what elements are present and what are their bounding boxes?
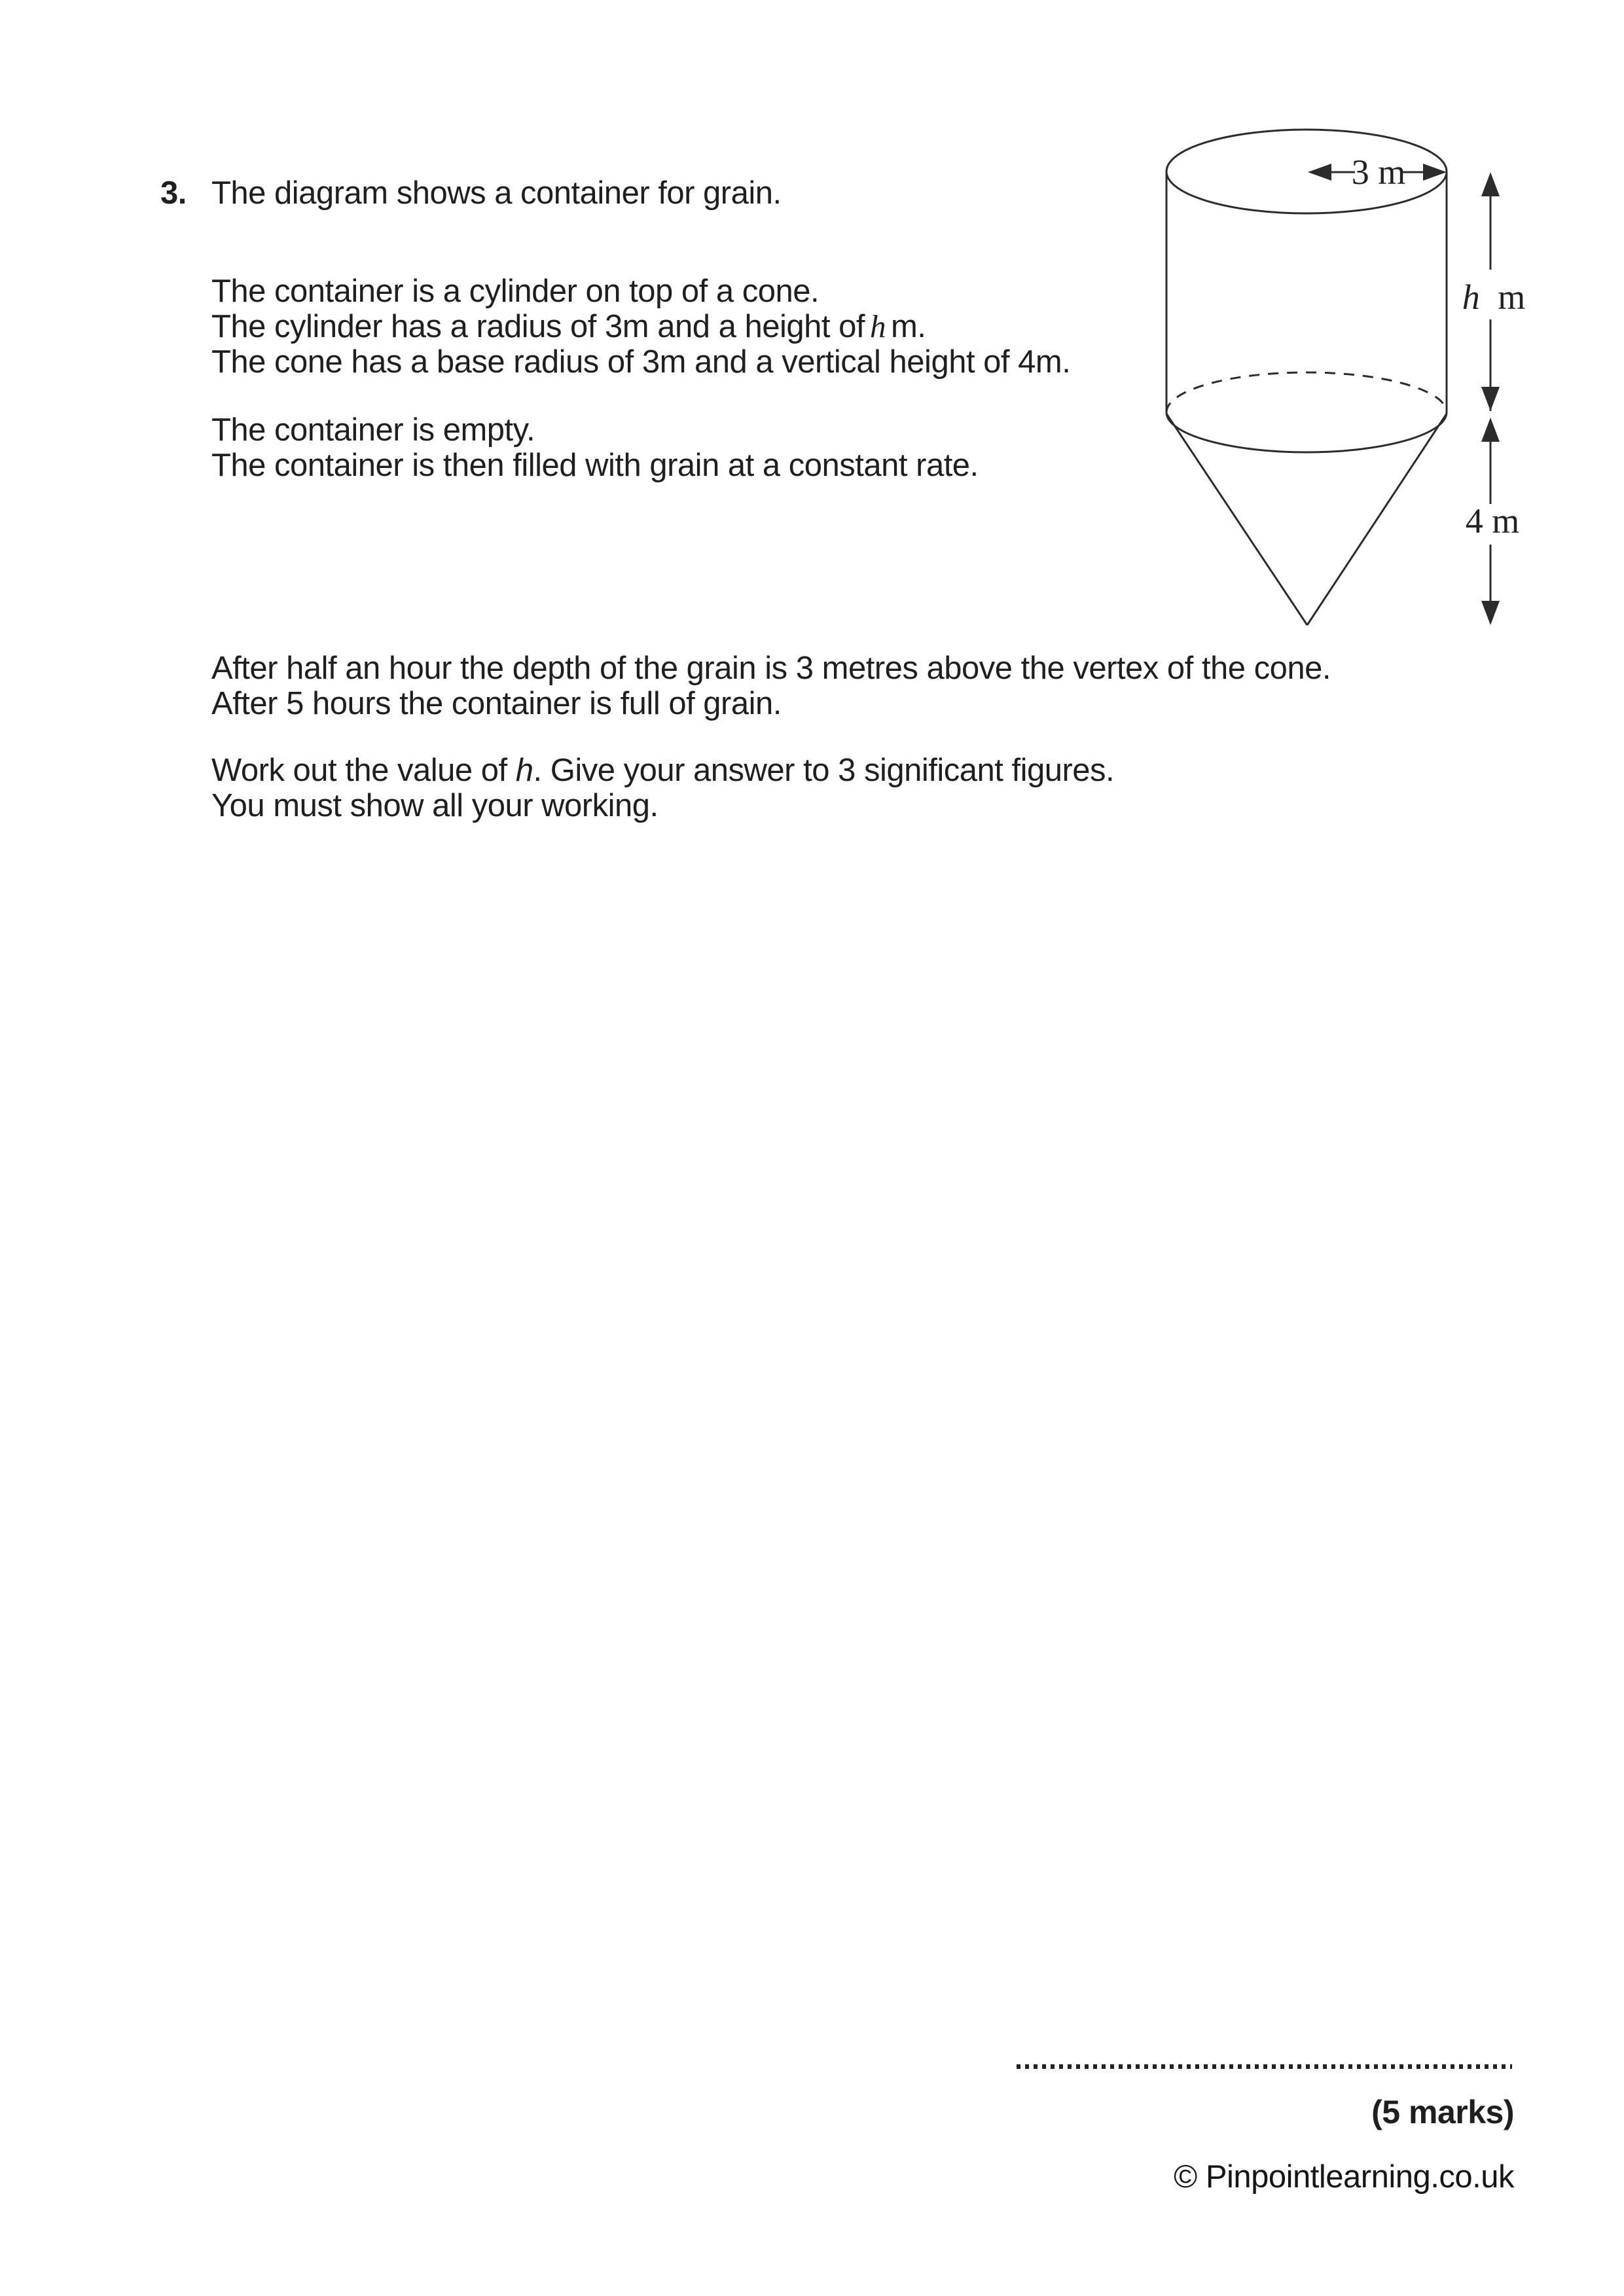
text-line: The diagram shows a container for grain. <box>211 175 782 211</box>
cone-arrow-up-icon <box>1481 418 1500 442</box>
text-line: After half an hour the depth of the grain is 3 metres above the vertex of the cone. <box>211 651 1331 686</box>
cone-height-label: 4 m <box>1465 501 1520 541</box>
paragraph-intro <box>211 175 782 211</box>
radius-arrow-right-icon <box>1423 164 1447 181</box>
text-line: You must show all your working. <box>211 788 659 823</box>
answer-dotted-line <box>1017 2064 1512 2069</box>
text-line: After 5 hours the container is full of grain. <box>211 686 782 721</box>
height-label-unit: m <box>1498 278 1526 317</box>
grain-container-diagram <box>1132 118 1538 641</box>
svg-text:h m <box>1462 278 1526 317</box>
radius-label: 3 m <box>1351 152 1406 192</box>
height-arrow-up-icon <box>1481 172 1500 196</box>
text-line: The container is empty. <box>211 412 535 448</box>
cylinder-bottom-back-arc <box>1166 372 1447 412</box>
text-line: The container is then filled with grain at a constant rate. <box>211 448 979 483</box>
copyright-text: © Pinpointlearning.co.uk <box>1174 2159 1514 2195</box>
text-line: The cylinder has a radius of 3m and a height of h m. <box>211 308 926 344</box>
paragraph-state <box>211 412 979 483</box>
height-label-variable: h <box>1462 278 1480 317</box>
cylinder-height-dimension <box>1462 172 1526 411</box>
question-number: 3. <box>160 175 187 211</box>
text-line: The container is a cylinder on top of a cone. <box>211 274 820 309</box>
text-line: Work out the value of h. Give your answer to 3 significant figures. <box>211 753 1115 788</box>
radius-dimension <box>1308 152 1447 192</box>
cone-left-slant <box>1166 414 1307 625</box>
cone-arrow-down-icon <box>1481 601 1500 625</box>
cylinder-bottom-front-arc <box>1166 412 1447 452</box>
cone-right-slant <box>1307 414 1447 625</box>
cone-height-dimension <box>1466 418 1520 625</box>
paragraph-timing <box>211 651 1331 721</box>
paragraph-task <box>211 753 1114 823</box>
text-line: The cone has a base radius of 3m and a vertical height of 4m. <box>211 344 1071 380</box>
height-arrow-down-icon <box>1481 387 1500 411</box>
paragraph-description <box>211 274 1070 380</box>
marks-badge: (5 marks) <box>1371 2094 1514 2130</box>
